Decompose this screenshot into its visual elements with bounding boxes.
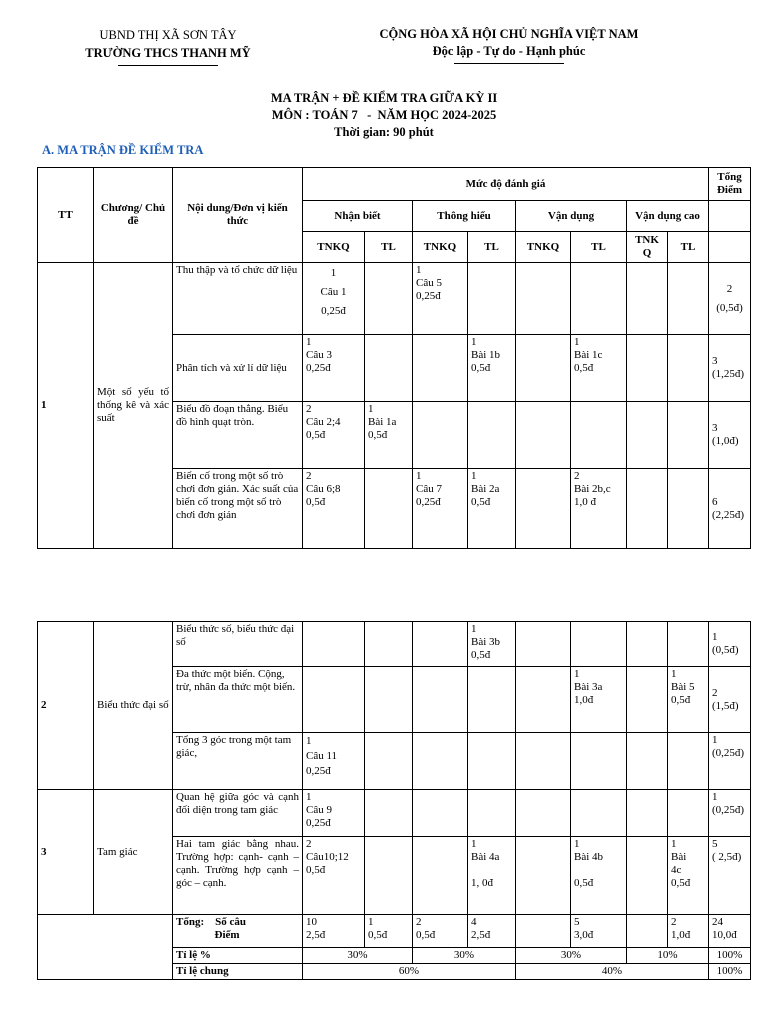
cell-vd-tl (571, 733, 627, 790)
doc-title: MA TRẬN + ĐỀ KIỂM TRA GIỮA KỲ II (270, 91, 498, 105)
cell-tong: 2 (0,5đ) (709, 263, 751, 335)
cell-th-tnkq (413, 837, 468, 915)
cell-nb-tl (365, 790, 413, 837)
cell-th-tnkq (413, 667, 468, 733)
cell-vdc-tl (668, 790, 709, 837)
cell-vdc-tl: 1 Bài 5 0,5đ (668, 667, 709, 733)
content-cell: Phân tích và xử lí dữ liệu (173, 335, 303, 402)
cell-th-tl: 1 Bài 3b 0,5đ (468, 622, 516, 667)
national-underline (454, 63, 564, 64)
cell-nb-tnkq: 1 Câu 9 0,25đ (303, 790, 365, 837)
cell-vd-tnkq (516, 263, 571, 335)
topic-name: Một số yếu tố thống kê và xác suất (94, 263, 173, 549)
cell-vdc-tnkq (627, 335, 668, 402)
cell-nb-tl (365, 469, 413, 549)
cell-tong: 1 (0,25đ) (709, 733, 751, 790)
topic-name: Tam giác (94, 790, 173, 915)
total-all: 24 10,0đ (709, 915, 751, 948)
cell-tong: 3 (1,0đ) (709, 402, 751, 469)
cell-vdc-tl (668, 263, 709, 335)
th-chuong: Chương/ Chủ đề (94, 168, 173, 263)
cell-th-tnkq: 1 Câu 5 0,25đ (413, 263, 468, 335)
cell-nb-tnkq: 1 Câu 3 0,25đ (303, 335, 365, 402)
tile-nb: 30% (303, 948, 413, 964)
cell-vdc-tnkq (627, 402, 668, 469)
tile-blank (38, 948, 173, 964)
th-th-tnkq: TNKQ (413, 232, 468, 263)
th-th-tl: TL (468, 232, 516, 263)
cell-th-tl (468, 263, 516, 335)
cell-vdc-tnkq (627, 733, 668, 790)
cell-vd-tnkq (516, 667, 571, 733)
cell-vd-tl (571, 402, 627, 469)
cell-tong: 1 (0,5đ) (709, 622, 751, 667)
cell-th-tl: 1 Bài 4a 1, 0đ (468, 837, 516, 915)
doc-duration: Thời gian: 90 phút (334, 125, 434, 139)
cell-tong: 1 (0,25đ) (709, 790, 751, 837)
total-nb-tl: 1 0,5đ (365, 915, 413, 948)
content-cell: Tổng 3 góc trong một tam giác, (173, 733, 303, 790)
doc-subject: MÔN : TOÁN 7 - NĂM HỌC 2024-2025 (271, 108, 497, 122)
th-tt: TT (38, 168, 94, 263)
th-empty (709, 232, 751, 263)
totals-blank (38, 915, 173, 948)
th-empty (709, 201, 751, 232)
content-cell: Đa thức một biến. Cộng, trừ, nhân đa thức một biến. (173, 667, 303, 733)
content-cell: Quan hệ giữa góc và cạnh đối diện trong tam giác (173, 790, 303, 837)
topic-name: Biểu thức đại số (94, 622, 173, 790)
national-motto-1: CỘNG HÒA XÃ HỘI CHỦ NGHĨA VIỆT NAM (379, 27, 639, 41)
cell-th-tnkq (413, 733, 468, 790)
tile-label: Tỉ lệ % (173, 948, 303, 964)
cell-vd-tnkq (516, 790, 571, 837)
cell-nb-tnkq (303, 622, 365, 667)
total-vdc-tl: 2 1,0đ (668, 915, 709, 948)
tilechung-total: 100% (709, 964, 751, 980)
cell-vdc-tnkq (627, 790, 668, 837)
content-cell: Biểu thức số, biểu thức đại số (173, 622, 303, 667)
total-vd-tl: 5 3,0đ (571, 915, 627, 948)
cell-th-tnkq (413, 790, 468, 837)
content-cell: Biến cố trong một số trò chơi đơn giản. Xác suất của biến cố trong một số trò chơi đơn giản (173, 469, 303, 549)
th-nb-tnkq: TNKQ (303, 232, 365, 263)
tilechung-1: 60% (303, 964, 516, 980)
national-header (352, 26, 666, 64)
cell-vdc-tnkq (627, 469, 668, 549)
tilechung-blank (38, 964, 173, 980)
cell-vd-tnkq (516, 402, 571, 469)
content-cell: Biểu đồ đoạn thẳng. Biểu đồ hình quạt tròn. (173, 402, 303, 469)
school-underline (118, 65, 218, 66)
th-noidung: Nội dung/Đơn vị kiến thức (173, 168, 303, 263)
matrix-table-part2 (37, 621, 751, 980)
th-vandungcao: Vận dụng cao (627, 201, 709, 232)
total-vdc-tnkq (627, 915, 668, 948)
cell-nb-tl (365, 733, 413, 790)
total-th-tnkq: 2 0,5đ (413, 915, 468, 948)
th-thonghieu: Thông hiểu (413, 201, 516, 232)
cell-nb-tnkq: 1 Câu 1 0,25đ (303, 263, 365, 335)
school-header (62, 26, 274, 66)
cell-th-tl (468, 402, 516, 469)
cell-vdc-tl (668, 469, 709, 549)
cell-vd-tnkq (516, 733, 571, 790)
cell-vd-tnkq (516, 622, 571, 667)
cell-vd-tl: 1 Bài 3a 1,0đ (571, 667, 627, 733)
cell-nb-tnkq: 1 Câu 11 0,25đ (303, 733, 365, 790)
tile-vd: 30% (516, 948, 627, 964)
cell-vdc-tl (668, 335, 709, 402)
cell-vd-tl: 2 Bài 2b,c 1,0 đ (571, 469, 627, 549)
cell-vd-tnkq (516, 469, 571, 549)
tilechung-2: 40% (516, 964, 709, 980)
total-vd-tnkq (516, 915, 571, 948)
cell-vd-tl (571, 263, 627, 335)
tile-total: 100% (709, 948, 751, 964)
cell-nb-tl (365, 622, 413, 667)
th-vandung: Vận dụng (516, 201, 627, 232)
th-vdc-tnkq: TNK Q (627, 232, 668, 263)
cell-nb-tl (365, 837, 413, 915)
cell-nb-tnkq: 2 Câu10;12 0,5đ (303, 837, 365, 915)
cell-vdc-tnkq (627, 263, 668, 335)
cell-nb-tl (365, 667, 413, 733)
cell-th-tnkq (413, 335, 468, 402)
cell-vdc-tnkq (627, 837, 668, 915)
cell-th-tl (468, 733, 516, 790)
th-vd-tl: TL (571, 232, 627, 263)
total-th-tl: 4 2,5đ (468, 915, 516, 948)
th-vdc-tl: TL (668, 232, 709, 263)
cell-tong: 6 (2,25đ) (709, 469, 751, 549)
cell-nb-tnkq: 2 Câu 6;8 0,5đ (303, 469, 365, 549)
cell-nb-tl (365, 335, 413, 402)
cell-vdc-tl (668, 622, 709, 667)
cell-th-tnkq: 1 Câu 7 0,25đ (413, 469, 468, 549)
topic-number: 3 (38, 790, 94, 915)
cell-vdc-tl: 1 Bài 4c 0,5đ (668, 837, 709, 915)
cell-tong: 2 (1,5đ) (709, 667, 751, 733)
tilechung-label: Tỉ lệ chung (173, 964, 303, 980)
section-a-heading: A. MA TRẬN ĐỀ KIỂM TRA (42, 143, 204, 157)
tile-th: 30% (413, 948, 516, 964)
th-mucdo: Mức độ đánh giá (303, 168, 709, 201)
cell-tong: 3 (1,25đ) (709, 335, 751, 402)
content-cell: Thu thập và tổ chức dữ liệu (173, 263, 303, 335)
th-vd-tnkq: TNKQ (516, 232, 571, 263)
cell-th-tl (468, 667, 516, 733)
th-tongdiem: Tổng Điểm (709, 168, 751, 201)
cell-vd-tl: 1 Bài 1c 0,5đ (571, 335, 627, 402)
cell-nb-tnkq (303, 667, 365, 733)
tile-vdc: 10% (627, 948, 709, 964)
cell-vd-tl: 1 Bài 4b 0,5đ (571, 837, 627, 915)
content-cell: Hai tam giác bằng nhau. Trường hợp: cạnh- cạnh – cạnh. Trường hợp cạnh – góc – cạnh. (173, 837, 303, 915)
cell-tong: 5 ( 2,5đ) (709, 837, 751, 915)
cell-th-tl: 1 Bài 2a 0,5đ (468, 469, 516, 549)
cell-vd-tnkq (516, 837, 571, 915)
matrix-table-part1 (37, 167, 751, 549)
cell-vd-tnkq (516, 335, 571, 402)
topic-number: 2 (38, 622, 94, 790)
cell-th-tl: 1 Bài 1b 0,5đ (468, 335, 516, 402)
cell-vd-tl (571, 622, 627, 667)
cell-nb-tnkq: 2 Câu 2;4 0,5đ (303, 402, 365, 469)
cell-vd-tl (571, 790, 627, 837)
national-motto-2: Độc lập - Tự do - Hạnh phúc (432, 44, 586, 58)
topic-number: 1 (38, 263, 94, 549)
totals-label: Tổng: Số câu Điểm (173, 915, 303, 948)
cell-vdc-tnkq (627, 667, 668, 733)
th-nb-tl: TL (365, 232, 413, 263)
cell-nb-tl: 1 Bài 1a 0,5đ (365, 402, 413, 469)
cell-nb-tl (365, 263, 413, 335)
cell-th-tl (468, 790, 516, 837)
school-name: TRƯỜNG THCS THANH MỸ (85, 46, 251, 60)
cell-th-tnkq (413, 622, 468, 667)
district-name: UBND THỊ XÃ SƠN TÂY (99, 28, 237, 42)
total-nb-tnkq: 10 2,5đ (303, 915, 365, 948)
cell-vdc-tnkq (627, 622, 668, 667)
cell-th-tnkq (413, 402, 468, 469)
cell-vdc-tl (668, 402, 709, 469)
th-nhanbiet: Nhận biết (303, 201, 413, 232)
cell-vdc-tl (668, 733, 709, 790)
